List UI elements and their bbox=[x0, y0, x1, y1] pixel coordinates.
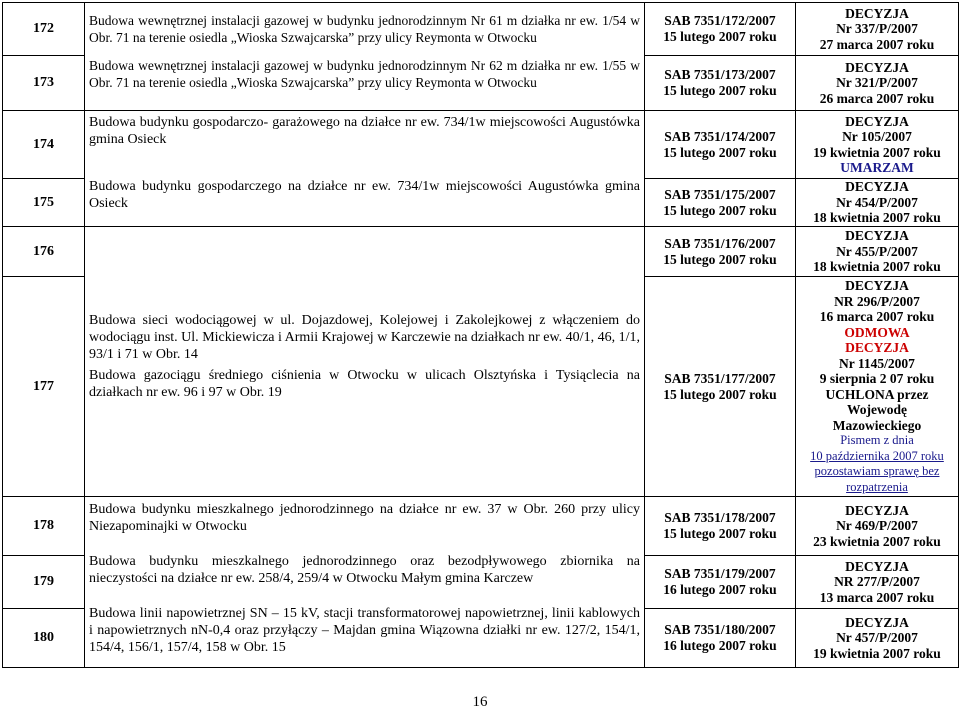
annulment-note: UCHLONA przez bbox=[825, 386, 929, 402]
decision-cell bbox=[796, 111, 959, 179]
row-number: 179 bbox=[3, 556, 85, 609]
decision-label: DECYZJA bbox=[845, 113, 909, 129]
refusal-label: ODMOWA bbox=[844, 324, 910, 340]
letter-note: Pismem z dnia bbox=[840, 433, 914, 447]
case-number: SAB 7351/172/2007 bbox=[664, 13, 776, 28]
decision-date: 16 marca 2007 roku bbox=[819, 309, 935, 324]
decision-date: 19 kwietnia 2007 roku bbox=[813, 144, 941, 160]
case-date: 16 lutego 2007 roku bbox=[663, 581, 777, 597]
description-text: Budowa budynku gospodarczo- garażowego na działce nr ew. 734/1w miejscowości Augustówka gmina Osieck bbox=[89, 115, 640, 147]
letter-date: 10 października 2007 roku bbox=[810, 448, 944, 463]
description-text: Budowa wewnętrznej instalacji gazowej w budynku jednorodzinnym Nr 61 m działka nr ew. 1/54 w Obr. 71 na terenie osiedla „Wioska Szwajcarska” przy ulicy Reymonta w Otwocku bbox=[89, 12, 640, 45]
decision-number: Nr 469/P/2007 bbox=[836, 518, 918, 534]
decision-label: DECYZJA bbox=[845, 179, 909, 195]
case-number-cell bbox=[645, 3, 796, 56]
decision-label: DECYZJA bbox=[845, 228, 909, 244]
case-date: 15 lutego 2007 roku bbox=[663, 29, 777, 44]
description-text: Budowa budynku mieszkalnego jednorodzinnego oraz bezodpływowego zbiornika na nieczystości na działce nr ew. 258/4, 259/4 w Otwocku Małym gmina Karczew bbox=[89, 554, 640, 586]
decision-label: DECYZJA bbox=[845, 502, 909, 518]
case-number: SAB 7351/177/2007 bbox=[664, 370, 776, 386]
case-number-cell bbox=[645, 608, 796, 667]
row-number: 172 bbox=[3, 3, 85, 56]
decision-date: 26 marca 2007 roku bbox=[819, 90, 935, 106]
case-date: 15 lutego 2007 roku bbox=[663, 386, 777, 402]
decision-number: Nr 321/P/2007 bbox=[836, 75, 918, 91]
description-text: Budowa linii napowietrznej SN – 15 kV, stacji transformatorowej napowietrznej, linii kablowych i napowietrznych nN-0,4 oraz przyłączy – Majdan gmina Wiązowna działki nr ew. 127/2, 154/1, 154/4, 156/1, 157/4, 158 w Obr. 15 bbox=[89, 606, 640, 655]
row-number: 180 bbox=[3, 608, 85, 667]
decision-number: Nr 1145/2007 bbox=[839, 355, 915, 371]
case-number: SAB 7351/175/2007 bbox=[664, 186, 776, 202]
decision-label: DECYZJA bbox=[845, 5, 909, 21]
decision-date: 13 marca 2007 roku bbox=[819, 589, 935, 605]
decision-date: 27 marca 2007 roku bbox=[819, 36, 935, 52]
decision-number: Nr 337/P/2007 bbox=[836, 21, 918, 37]
case-number-cell bbox=[645, 497, 796, 556]
decision-label: DECYZJA bbox=[845, 59, 909, 75]
description-cell bbox=[85, 227, 645, 497]
annulment-note: Mazowieckiego bbox=[832, 417, 922, 433]
decision-cell bbox=[796, 56, 959, 111]
case-number-cell bbox=[645, 56, 796, 111]
row-number: 177 bbox=[3, 277, 85, 497]
description-text: Budowa wewnętrznej instalacji gazowej w budynku jednorodzinnym Nr 62 m działka nr ew. 1/55 w Obr. 71 na terenie osiedla „Wioska Szwajcarska” przy ulicy Reymonta w Otwocku bbox=[89, 57, 640, 90]
case-date: 15 lutego 2007 roku bbox=[663, 526, 777, 542]
decision-cell bbox=[796, 556, 959, 609]
description-text: Budowa gazociągu średniego ciśnienia w Otwocku w ulicach Olsztyńska i Tysiąclecia na działkach nr ew. 96 i 97 w Obr. 19 bbox=[89, 367, 640, 400]
description-cell bbox=[85, 3, 645, 111]
case-number: SAB 7351/173/2007 bbox=[664, 67, 776, 82]
description-cell bbox=[85, 497, 645, 668]
case-number-cell bbox=[645, 556, 796, 609]
row-number: 173 bbox=[3, 56, 85, 111]
decision-label: DECYZJA bbox=[845, 278, 909, 293]
table-row bbox=[3, 227, 959, 277]
case-number: SAB 7351/180/2007 bbox=[664, 621, 776, 637]
register-table bbox=[2, 2, 959, 668]
decision-number: NR 277/P/2007 bbox=[834, 574, 920, 590]
case-number-cell bbox=[645, 179, 796, 227]
decision-number: Nr 455/P/2007 bbox=[836, 243, 918, 259]
description-text: Budowa budynku mieszkalnego jednorodzinnego na działce nr ew. 37 w Obr. 260 przy ulicy Niezapominajki w Otwocku bbox=[89, 502, 640, 534]
decision-cell bbox=[796, 227, 959, 277]
decision-label: DECYZJA bbox=[845, 558, 909, 574]
decision-date: 19 kwietnia 2007 roku bbox=[813, 645, 941, 661]
decision-cell bbox=[796, 3, 959, 56]
decision-date: 18 kwietnia 2007 roku bbox=[813, 259, 941, 275]
decision-cell bbox=[796, 608, 959, 667]
table-row bbox=[3, 497, 959, 556]
decision-number: NR 296/P/2007 bbox=[834, 293, 920, 309]
case-date: 15 lutego 2007 roku bbox=[663, 251, 777, 267]
case-number: SAB 7351/179/2007 bbox=[664, 565, 776, 581]
decision-cell bbox=[796, 179, 959, 227]
decision-number: Nr 457/P/2007 bbox=[836, 630, 918, 646]
case-number-cell bbox=[645, 111, 796, 179]
letter-note: rozpatrzenia bbox=[846, 479, 908, 494]
decision-number: Nr 454/P/2007 bbox=[836, 194, 918, 210]
table-row bbox=[3, 111, 959, 179]
decision-cell bbox=[796, 497, 959, 556]
decision-cell bbox=[796, 277, 959, 497]
decision-label: DECYZJA bbox=[845, 614, 909, 630]
letter-note: pozostawiam sprawę bez bbox=[814, 464, 940, 478]
case-number: SAB 7351/176/2007 bbox=[664, 235, 776, 251]
decision-label: DECYZJA bbox=[845, 340, 909, 355]
table-row bbox=[3, 3, 959, 56]
decision-status: UMARZAM bbox=[840, 160, 914, 175]
annulment-note: Wojewodę bbox=[847, 402, 907, 417]
case-number: SAB 7351/178/2007 bbox=[664, 510, 776, 526]
decision-date: 18 kwietnia 2007 roku bbox=[813, 210, 941, 226]
row-number: 176 bbox=[3, 227, 85, 277]
decision-number: Nr 105/2007 bbox=[842, 129, 912, 144]
decision-date: 23 kwietnia 2007 roku bbox=[813, 533, 941, 549]
row-number: 174 bbox=[3, 111, 85, 179]
row-number: 178 bbox=[3, 497, 85, 556]
case-date: 15 lutego 2007 roku bbox=[663, 83, 777, 98]
page-number: 16 bbox=[472, 694, 488, 710]
case-date: 16 lutego 2007 roku bbox=[663, 637, 777, 653]
description-cell bbox=[85, 111, 645, 227]
description-text: Budowa sieci wodociągowej w ul. Dojazdowej, Kolejowej i Zakolejkowej z włączeniem do wodociągu inst. Ul. Mickiewicza i Armii Krajowej w Karczewie na działkach nr ew. 40/1, 46, 1/1, 93/1 i 71 w Obr. 14 bbox=[89, 312, 640, 362]
row-number: 175 bbox=[3, 179, 85, 227]
case-number-cell bbox=[645, 227, 796, 277]
decision-date: 9 sierpnia 2 07 roku bbox=[819, 371, 935, 386]
case-number-cell bbox=[645, 277, 796, 497]
description-text: Budowa budynku gospodarczego na działce nr ew. 734/1w miejscowości Augustówka gmina Osieck bbox=[89, 179, 640, 211]
case-number: SAB 7351/174/2007 bbox=[664, 128, 776, 144]
case-date: 15 lutego 2007 roku bbox=[663, 144, 777, 160]
case-date: 15 lutego 2007 roku bbox=[663, 202, 777, 218]
